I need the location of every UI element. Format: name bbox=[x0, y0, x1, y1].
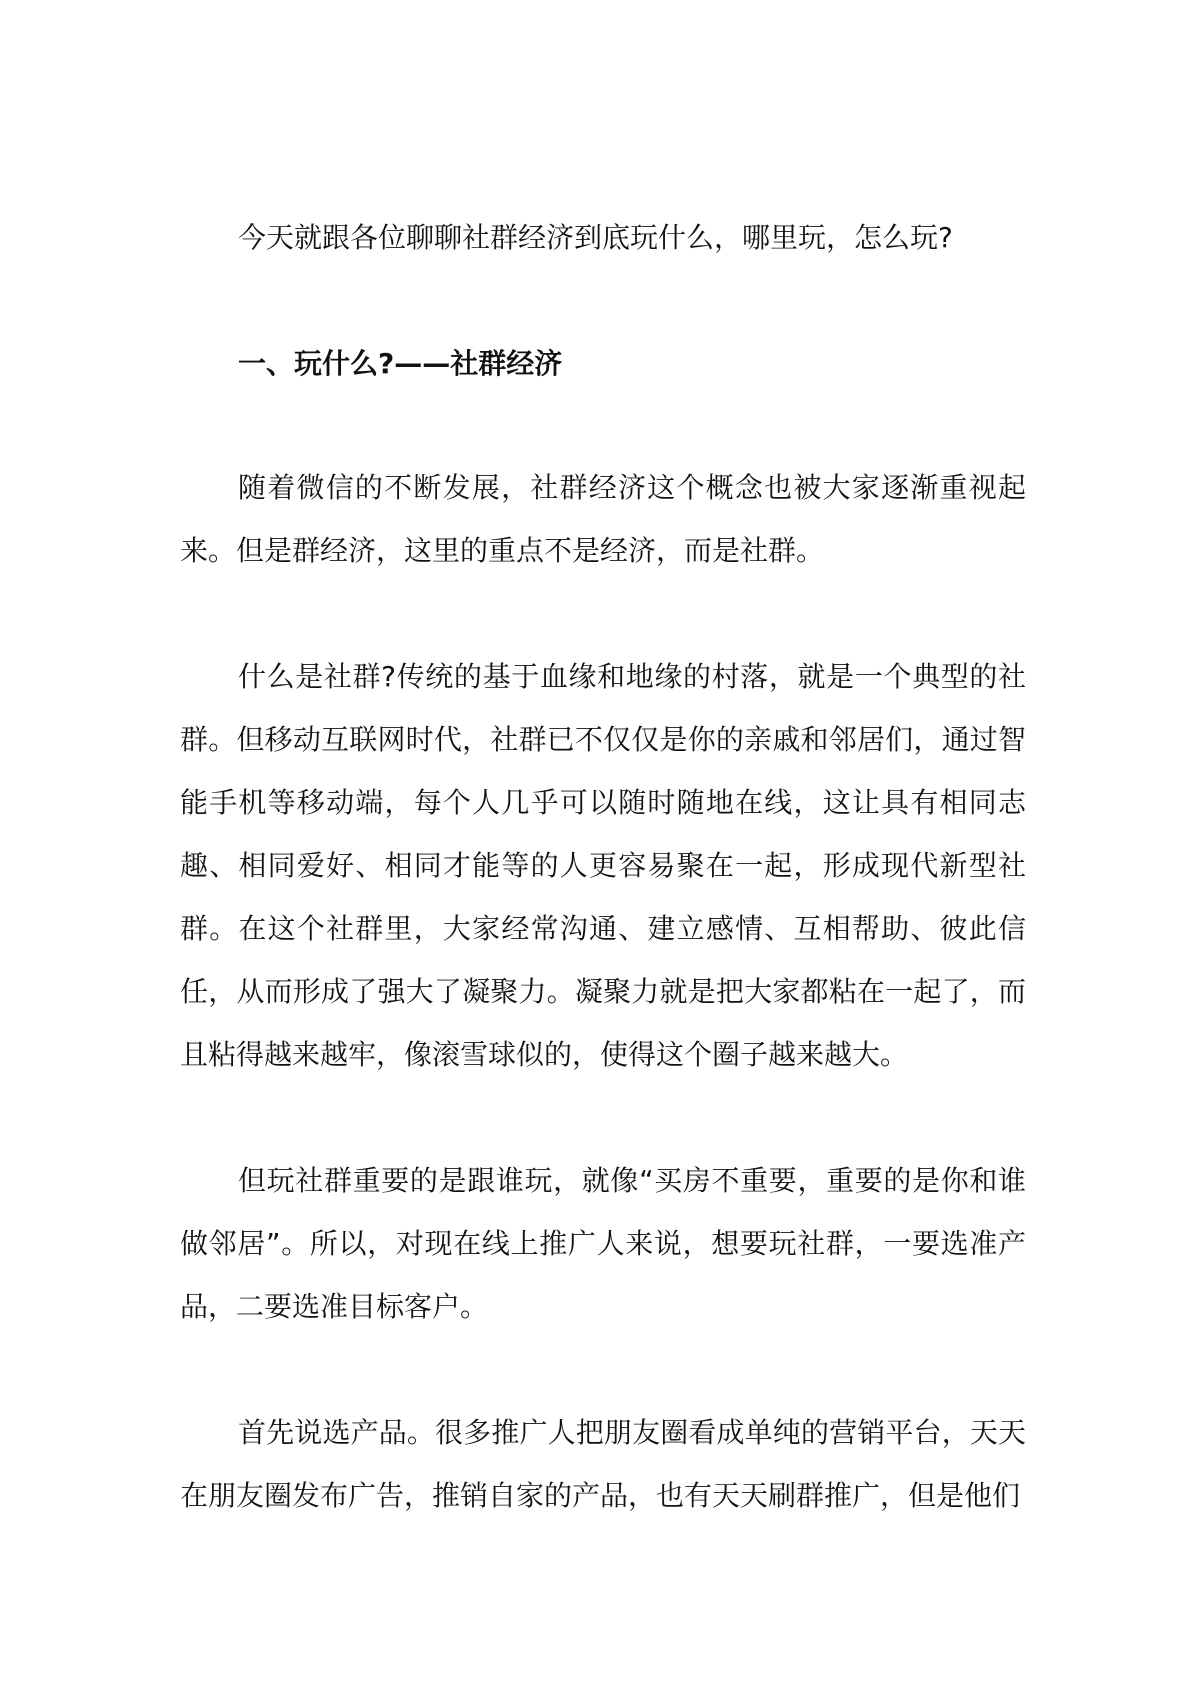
intro-line: 今天就跟各位聊聊社群经济到底玩什么，哪里玩，怎么玩? bbox=[238, 221, 953, 254]
paragraph-2: 什么是社群?传统的基于血缘和地缘的村落，就是一个典型的社群。但移动互联网时代，社群已不仅仅是你的亲戚和邻居们，通过智能手机等移动端，每个人几乎可以随时随地在线，这让具有相同志趣、相同爱好、相同才能等的人更容易聚在一起，形成现代新型社群。在这个社群里，大家经常沟通、建立感情、互相帮助、彼此信任，从而形成了强大了凝聚力。凝聚力就是把大家都粘在一起了，而且粘得越来越牢，像滚雪球似的，使得这个圈子越来越大。 bbox=[180, 660, 1026, 1071]
section-heading: 一、玩什么?——社群经济 bbox=[238, 347, 563, 380]
paragraph-3: 但玩社群重要的是跟谁玩，就像“买房不重要，重要的是你和谁做邻居”。所以，对现在线上推广人来说，想要玩社群，一要选准产品，二要选准目标客户。 bbox=[180, 1164, 1026, 1323]
paragraph-4: 首先说选产品。很多推广人把朋友圈看成单纯的营销平台，天天在朋友圈发布广告，推销自家的产品，也有天天刷群推广，但是他们 bbox=[180, 1416, 1026, 1512]
document-body bbox=[180, 218, 1026, 1527]
paragraph-1: 随着微信的不断发展，社群经济这个概念也被大家逐渐重视起来。但是群经济，这里的重点不是经济，而是社群。 bbox=[180, 471, 1026, 567]
